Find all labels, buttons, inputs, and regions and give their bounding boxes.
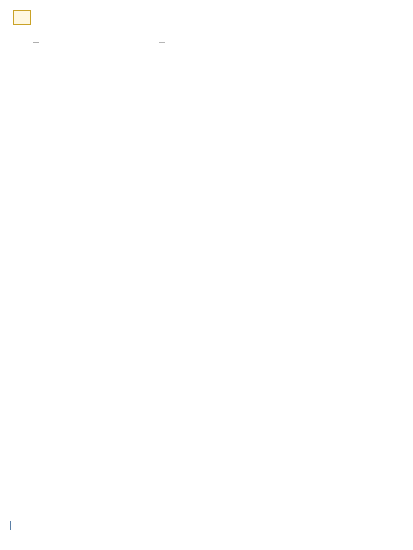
section-tag	[13, 10, 31, 25]
column-3	[285, 39, 403, 529]
column-1	[33, 39, 151, 529]
footer-divider	[10, 521, 11, 530]
column-2	[159, 39, 277, 529]
article-body	[33, 39, 398, 529]
page-footer	[6, 519, 406, 533]
